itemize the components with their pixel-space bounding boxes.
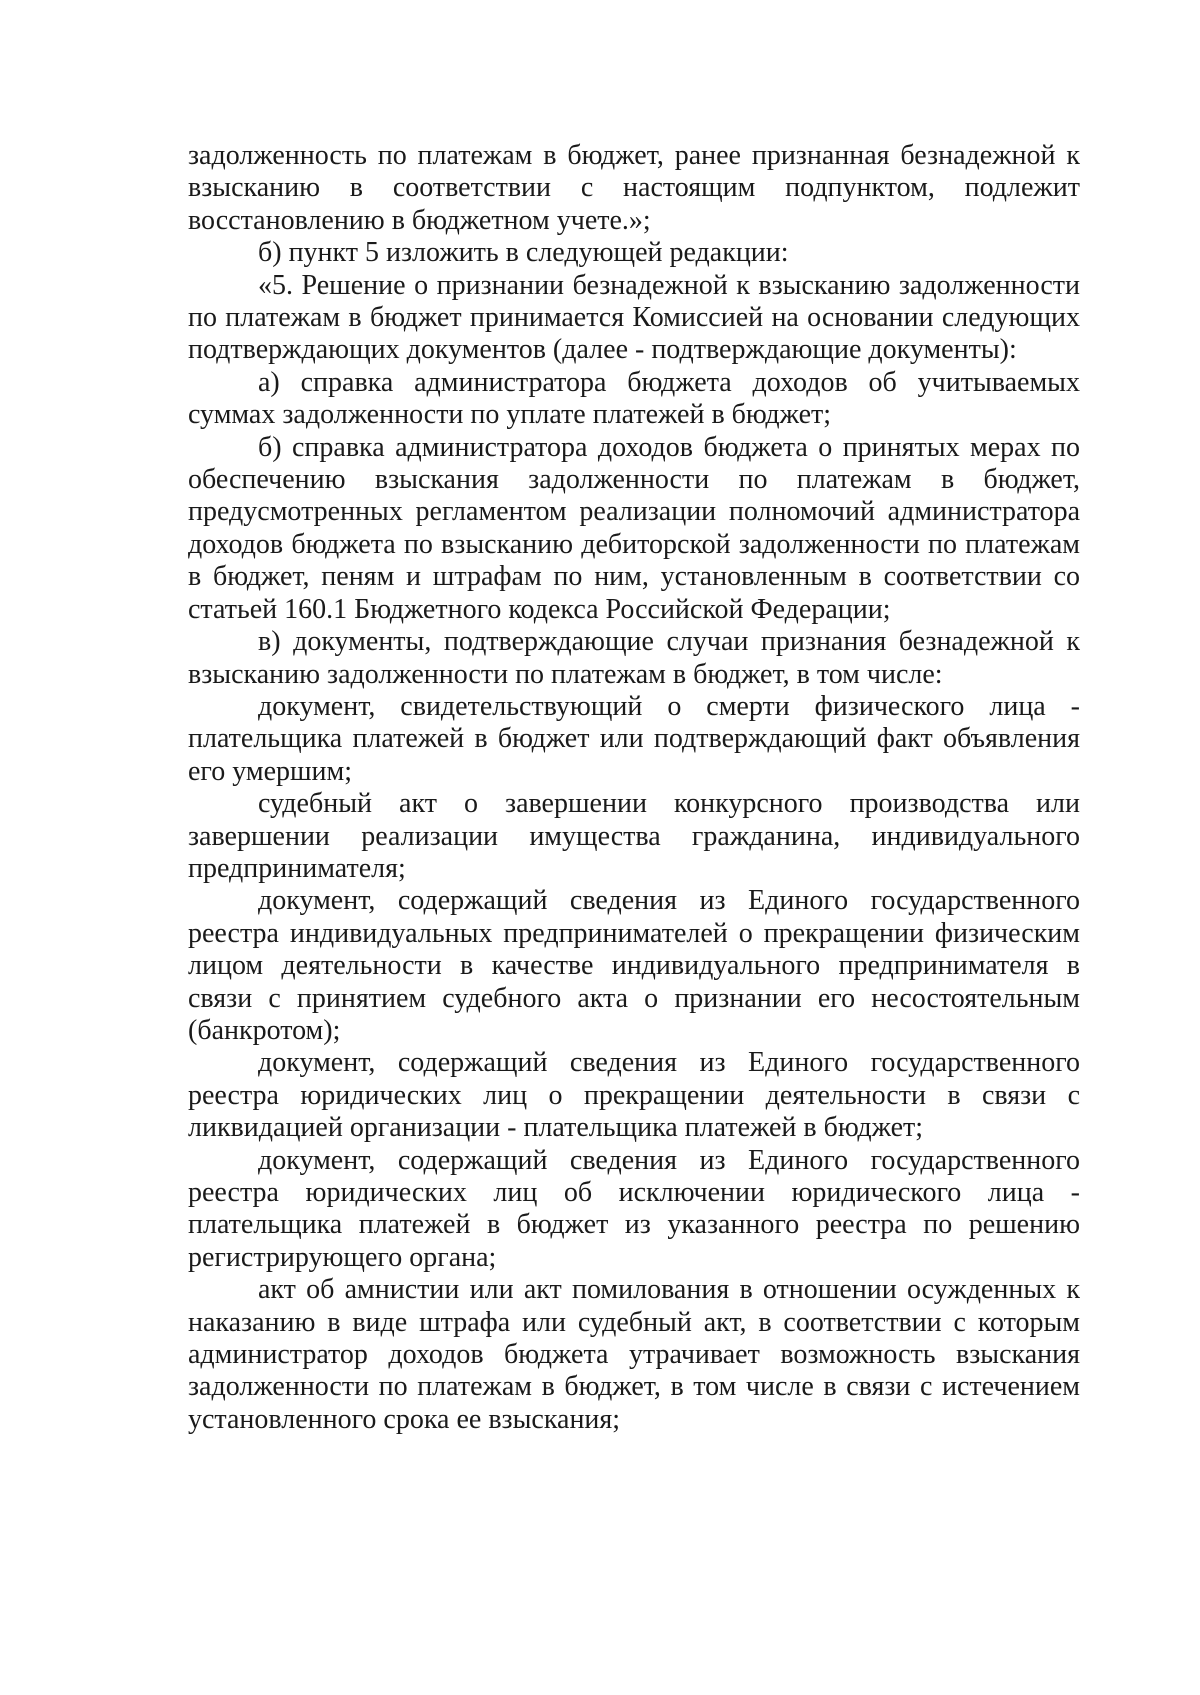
paragraph-subitem-b: б) справка администратора доходов бюджета о принятых мерах по обеспечению взыскания задолженности по платежам в бюджет, предусмотренных регламентом реализации полномочий администратора доходов бюджета по взысканию дебиторской задолженности по платежам в бюджет, пеням и штрафам по ним, установленным в соответствии со статьей 160.1 Бюджетного кодекса Российской Федерации;	[188, 431, 1080, 625]
paragraph-bankruptcy-act: судебный акт о завершении конкурсного производства или завершении реализации имущества гражданина, индивидуального предпринимателя;	[188, 788, 1080, 884]
paragraph-death-document: документ, свидетельствующий о смерти физического лица - плательщика платежей в бюджет или подтверждающий факт объявления его умершим;	[188, 690, 1080, 787]
paragraph-amnesty-act: акт об амнистии или акт помилования в отношении осужденных к наказанию в виде штрафа или судебный акт, в соответствии с которым администратор доходов бюджета утрачивает возможность взыскания задолженности по платежам в бюджет, в том числе в связи с истечением установленного срока ее взыскания;	[188, 1274, 1080, 1435]
document-body	[188, 140, 1080, 1436]
paragraph-subitem-v: в) документы, подтверждающие случаи признания безнадежной к взысканию задолженности по платежам в бюджет, в том числе:	[188, 626, 1080, 690]
paragraph-egrip-document: документ, содержащий сведения из Единого государственного реестра индивидуальных предпринимателей о прекращении физическим лицом деятельности в качестве индивидуального предпринимателя в связи с принятием судебного акта о признании его несостоятельным (банкротом);	[188, 885, 1080, 1046]
paragraph-debt-restoration: задолженность по платежам в бюджет, ранее признанная безнадежной к взысканию в соответствии с настоящим подпунктом, подлежит восстановлению в бюджетном учете.»;	[188, 140, 1080, 236]
paragraph-item-b-intro: б) пункт 5 изложить в следующей редакции:	[258, 237, 789, 269]
paragraph-egrul-exclusion: документ, содержащий сведения из Единого государственного реестра юридических лиц об исключении юридического лица - плательщика платежей в бюджет из указанного реестра по решению регистрирующего органа;	[188, 1144, 1080, 1273]
paragraph-egrul-liquidation: документ, содержащий сведения из Единого государственного реестра юридических лиц о прекращении деятельности в связи с ликвидацией организации - плательщика платежей в бюджет;	[188, 1047, 1080, 1144]
paragraph-subitem-a: а) справка администратора бюджета доходов об учитываемых суммах задолженности по уплате платежей в бюджет;	[188, 366, 1080, 431]
paragraph-clause-5: «5. Решение о признании безнадежной к взысканию задолженности по платежам в бюджет принимается Комиссией на основании следующих подтверждающих документов (далее - подтверждающие документы):	[188, 269, 1080, 366]
